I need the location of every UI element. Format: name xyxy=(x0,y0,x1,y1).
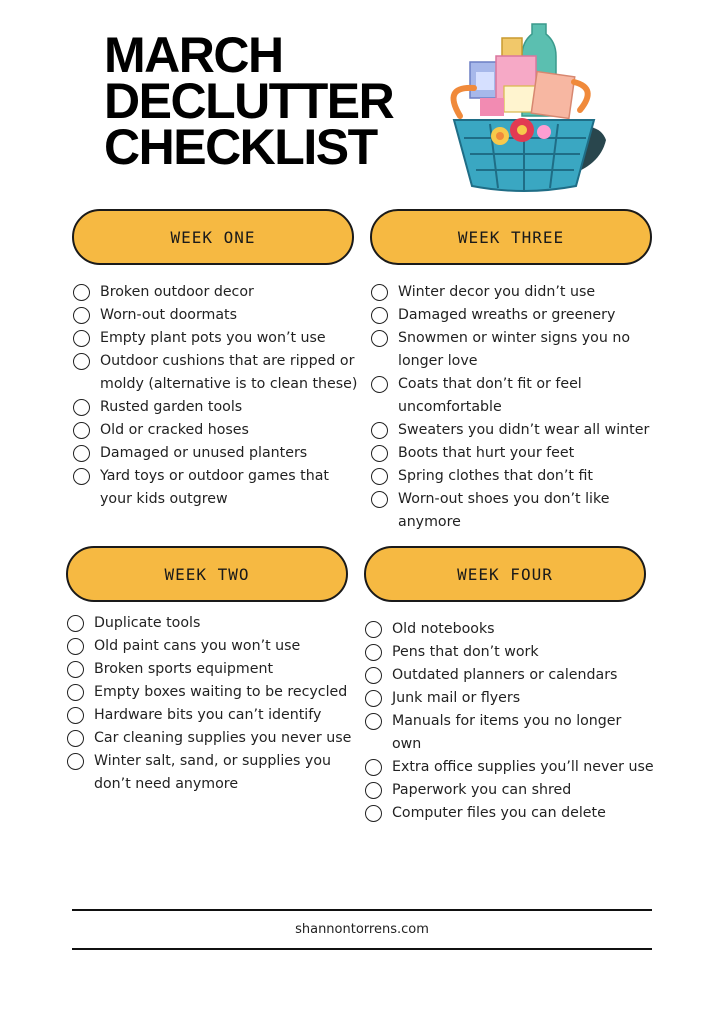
checklist-item[interactable]: Damaged or unused planters xyxy=(73,442,363,465)
checklist-item[interactable]: Junk mail or flyers xyxy=(365,687,655,710)
checklist-item[interactable]: Duplicate tools xyxy=(67,612,357,635)
title-line-2: DECLUTTER xyxy=(104,73,394,129)
checklist-item[interactable]: Worn-out doormats xyxy=(73,304,363,327)
footer-top-divider xyxy=(72,909,652,911)
checklist-item[interactable]: Rusted garden tools xyxy=(73,396,363,419)
checklist-item[interactable]: Winter salt, sand, or supplies you don’t need anymore xyxy=(67,750,357,796)
checklist-item[interactable]: Yard toys or outdoor games that your kids outgrew xyxy=(73,465,363,511)
checklist-item[interactable]: Outdated planners or calendars xyxy=(365,664,655,687)
checklist-item[interactable]: Empty boxes waiting to be recycled xyxy=(67,681,357,704)
footer-bottom-divider xyxy=(72,948,652,950)
checklist-item[interactable]: Outdoor cushions that are ripped or moldy (alternative is to clean these) xyxy=(73,350,363,396)
checklist-item[interactable]: Broken outdoor decor xyxy=(73,281,363,304)
week-four-label: WEEK FOUR xyxy=(457,564,553,584)
week-two-label: WEEK TWO xyxy=(164,564,250,584)
checklist-item[interactable]: Empty plant pots you won’t use xyxy=(73,327,363,350)
checklist-item[interactable]: Pens that don’t work xyxy=(365,641,655,664)
checklist-item[interactable]: Boots that hurt your feet xyxy=(371,442,656,465)
checklist-item[interactable]: Coats that don’t fit or feel uncomfortable xyxy=(371,373,656,419)
week-one-list xyxy=(73,281,363,511)
title-line-3: CHECKLIST xyxy=(104,119,377,175)
checklist-item[interactable]: Car cleaning supplies you never use xyxy=(67,727,357,750)
week-one-label: WEEK ONE xyxy=(170,227,256,247)
page-title xyxy=(104,27,394,175)
checklist-item[interactable]: Old paint cans you won’t use xyxy=(67,635,357,658)
title-line-1: MARCH xyxy=(104,27,283,83)
checklist-item[interactable]: Spring clothes that don’t fit xyxy=(371,465,656,488)
checklist-item[interactable]: Old notebooks xyxy=(365,618,655,641)
checklist-item[interactable]: Manuals for items you no longer own xyxy=(365,710,655,756)
checklist-item[interactable]: Paperwork you can shred xyxy=(365,779,655,802)
checklist-item[interactable]: Sweaters you didn’t wear all winter xyxy=(371,419,656,442)
checklist-item[interactable]: Old or cracked hoses xyxy=(73,419,363,442)
checklist-item[interactable]: Winter decor you didn’t use xyxy=(371,281,656,304)
gift-basket-icon xyxy=(440,20,612,196)
week-four-header xyxy=(364,546,646,602)
checklist-item[interactable]: Extra office supplies you’ll never use xyxy=(365,756,655,779)
week-two-header xyxy=(66,546,348,602)
week-three-list xyxy=(371,281,656,534)
week-one-header xyxy=(72,209,354,265)
checklist-item[interactable]: Broken sports equipment xyxy=(67,658,357,681)
week-two-list xyxy=(67,612,357,796)
checklist-item[interactable]: Computer files you can delete xyxy=(365,802,655,825)
checklist-item[interactable]: Damaged wreaths or greenery xyxy=(371,304,656,327)
checklist-item[interactable]: Snowmen or winter signs you no longer love xyxy=(371,327,656,373)
week-four-list xyxy=(365,618,655,825)
week-three-header xyxy=(370,209,652,265)
footer-website[interactable]: shannontorrens.com xyxy=(295,922,429,937)
checklist-item[interactable]: Hardware bits you can’t identify xyxy=(67,704,357,727)
checklist-item[interactable]: Worn-out shoes you don’t like anymore xyxy=(371,488,656,534)
week-three-label: WEEK THREE xyxy=(457,227,565,247)
